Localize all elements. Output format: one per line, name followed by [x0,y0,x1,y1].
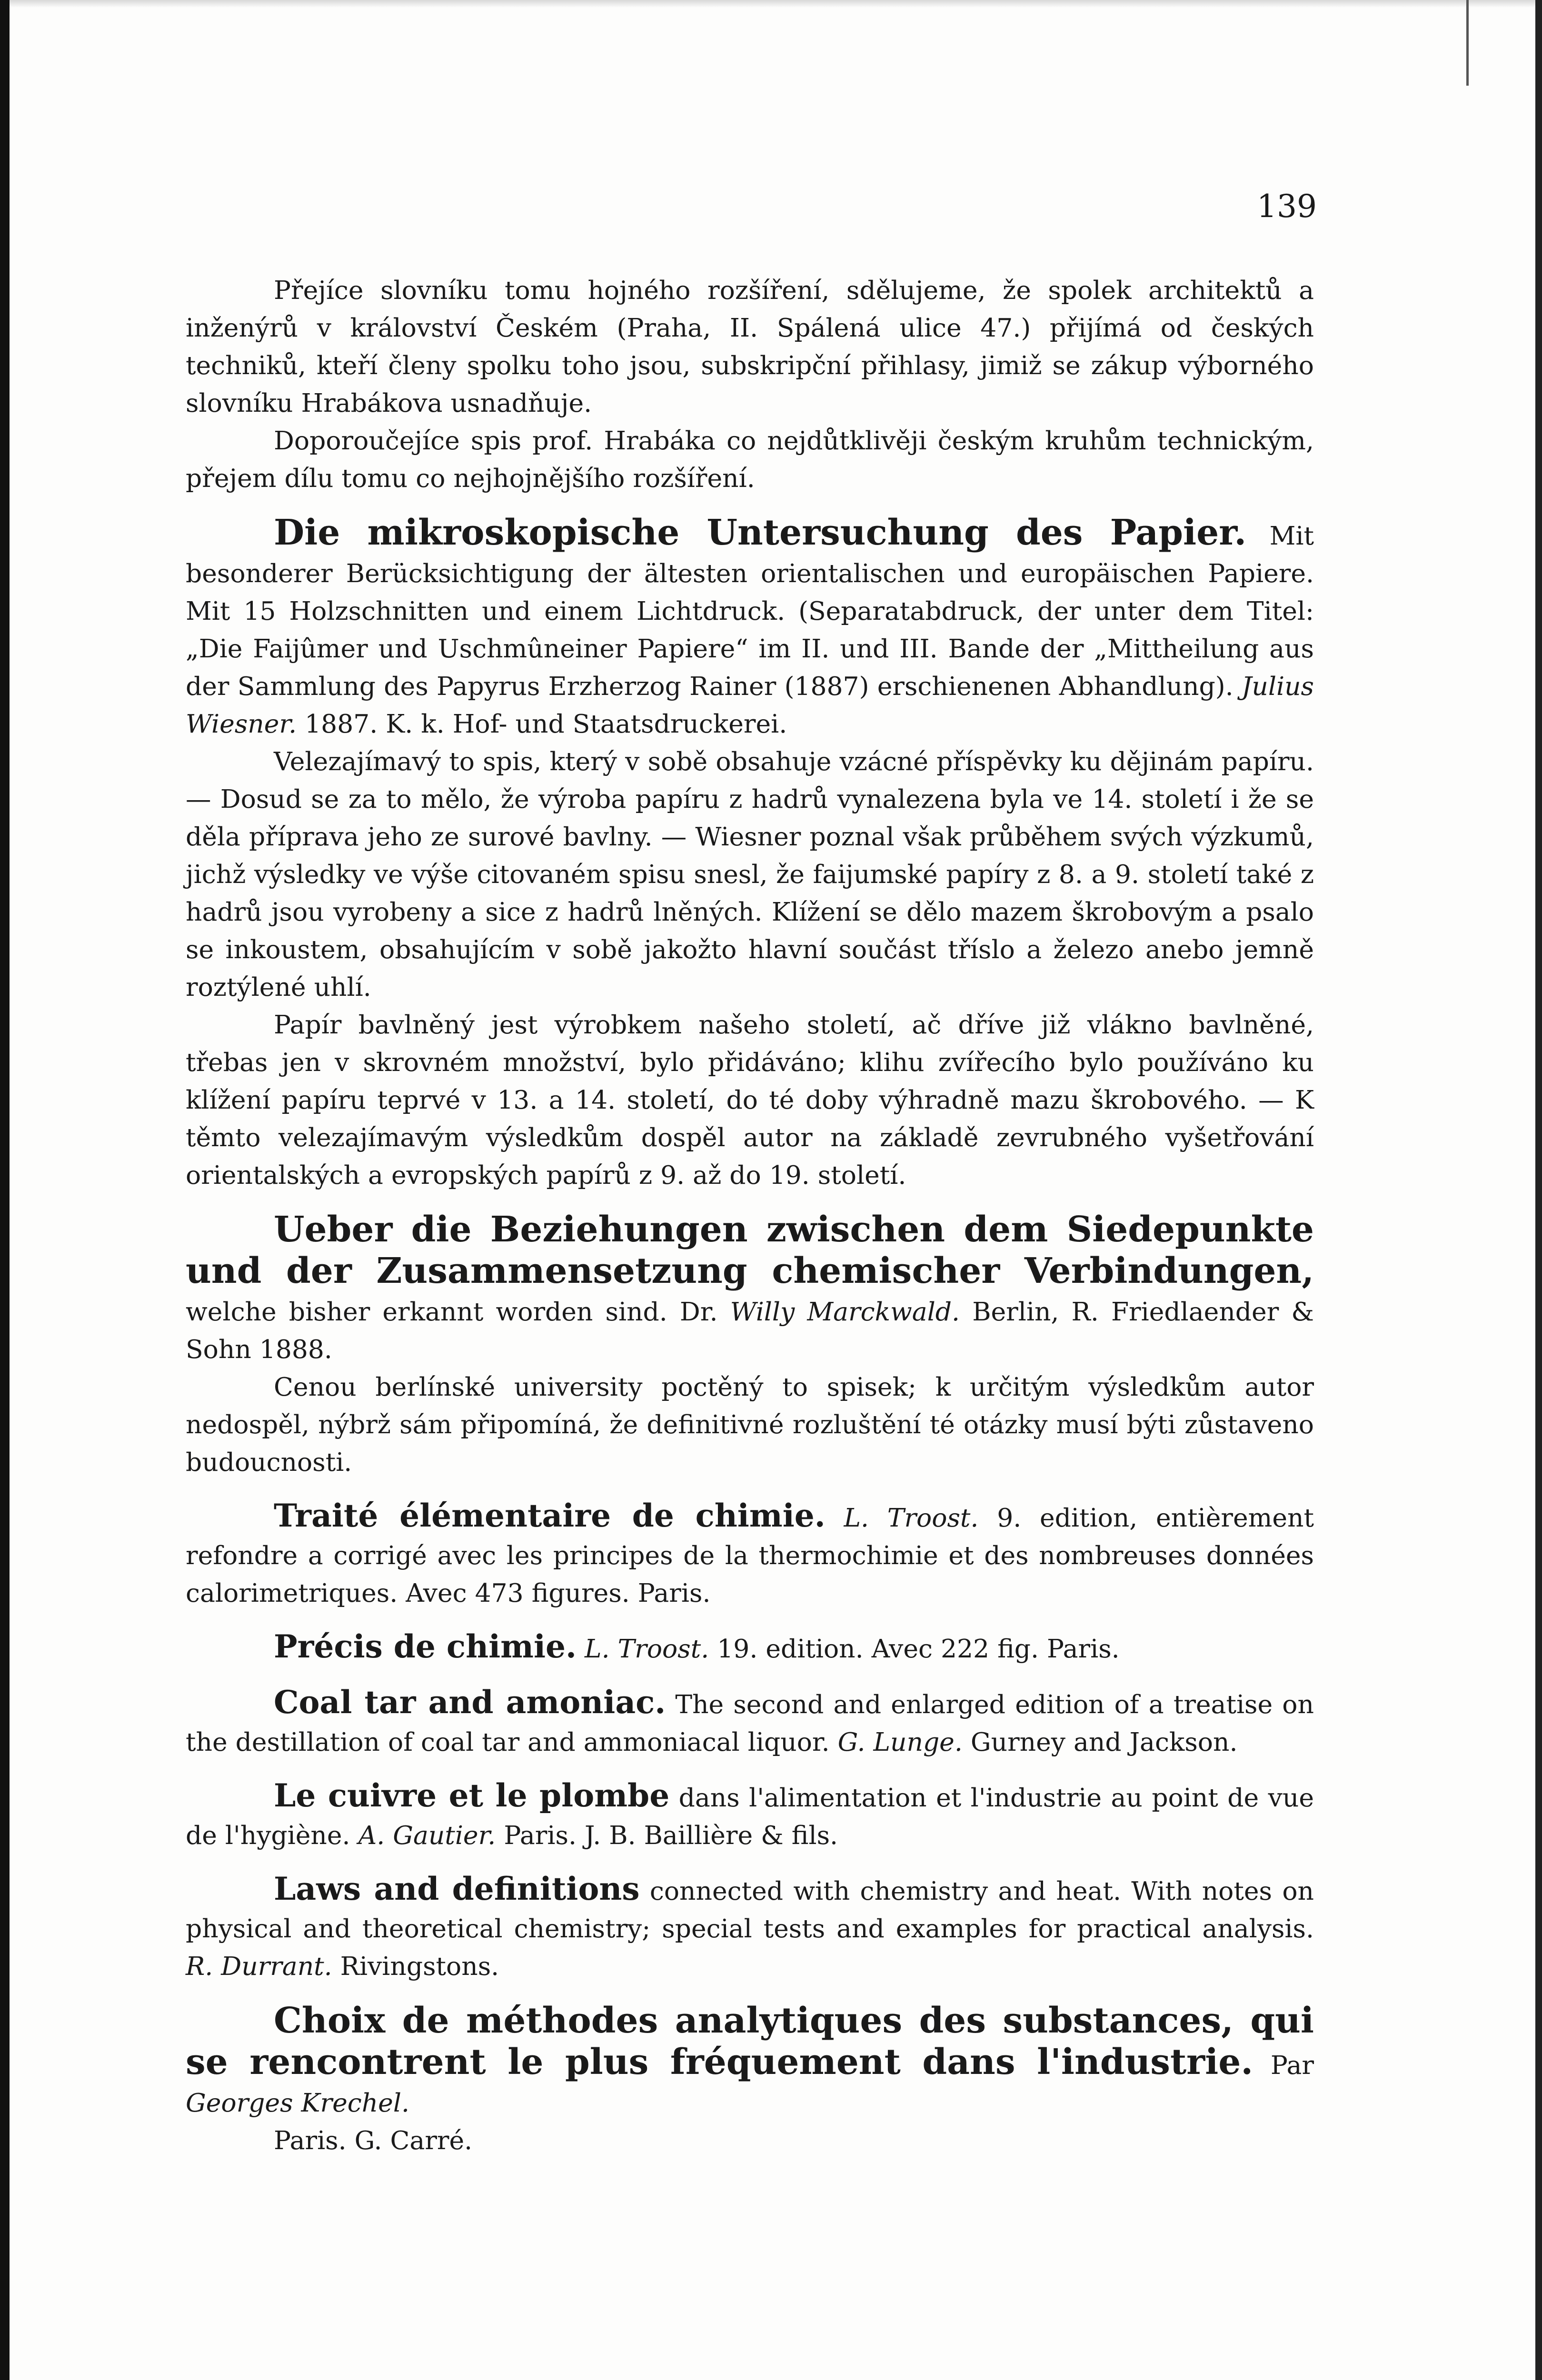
entry-traite [186,1497,1314,1612]
page-top-shadow [0,0,1542,8]
entry-author: Julius Wiesner. [186,671,1314,739]
entry-laws [186,1870,1314,1985]
entry-publisher: 1887. K. k. Hof- und Staatsdruckerei. [305,709,787,739]
entry-title: Précis de chimie. [274,1628,577,1665]
entry-title: Le cuivre et le plombe [274,1777,670,1814]
entry-publisher: 9. edition, entièrement refondre a corrigé avec les principes de la thermochimie et des nombreuses données calorimetriques. Avec 473 figures. Paris. [186,1503,1314,1608]
entry-precis [186,1628,1314,1667]
entry-cuivre [186,1777,1314,1854]
entry-title: Die mikroskopische Untersuchung des Papier. [274,512,1247,553]
page-left-edge [0,0,10,2380]
page-number: 139 [1257,188,1317,225]
entry-coal-tar [186,1684,1314,1761]
entry-description: connected with chemistry and heat. With notes on physical and theoretical chemistry; special tests and examples for practical analysis. [186,1876,1314,1944]
entry-title: Coal tar and amoniac. [274,1684,666,1721]
entry-publisher: Paris. J. B. Baillière & fils. [504,1820,838,1850]
entry-author: A. Gautier. [358,1820,496,1850]
entry-author: L. Troost. [844,1503,979,1533]
entry-wiesner [186,513,1314,1194]
entry-author: L. Troost. [585,1634,709,1664]
entry-publisher: Berlin, R. Friedlaender & Sohn 1888. [186,1297,1314,1364]
entry-review: Papír bavlněný jest výrobkem našeho století, ač dříve již vlákno bavlněné, třebas jen v skrovném množství, bylo přidáváno; klihu zvířecího bylo používáno ku klížení papíru teprvé v 13. a 14. století, do té doby výhradně mazu škrobového. — K těmto velezajímavým výsledkům dospěl autor na základě zevrubného vyšetřování orientalských a evropských papírů z 9. až do 19. století. [186,1010,1314,1190]
entry-title: Choix de méthodes analytiques des substances, qui se rencontrent le plus fréquement dans l'industrie. [186,2000,1314,2082]
entry-review: Cenou berlínské university poctěný to spisek; k určitým výsledkům autor nedospěl, nýbrž sám připomíná, že definitivné rozluštění té otázky musí býti zůstaveno budoucnosti. [186,1372,1314,1477]
entry-choix [186,2001,1314,2159]
entry-title: Laws and definitions [274,1870,640,1907]
entry-publisher: Gurney and Jackson. [970,1727,1238,1757]
page-body [186,271,1314,2159]
entry-review: Velezajímavý to spis, který v sobě obsahuje vzácné příspěvky ku dějinám papíru. — Dosud se za to mělo, že výroba papíru z hadrů vynalezena byla ve 14. století i že se děla příprava jeho ze surové bavlny. — Wiesner poznal však průběhem svých výzkumů, jichž výsledky ve výše citovaném spisu snesl, že faijumské papíry z 8. a 9. století také z hadrů jsou vyrobeny a sice z hadrů lněných. Klížení se dělo mazem škrobovým a psalo se inkoustem, obsahujícím v sobě jakožto hlavní součást tříslo a železo anebo jemně roztýlené uhlí. [186,746,1314,1002]
entry-description: The second and enlarged edition of a treatise on the destillation of coal tar and ammoniacal liquor. [186,1689,1314,1757]
entry-publisher: Paris. G. Carré. [274,2125,473,2155]
entry-description: Mit besonderer Berücksichtigung der ältesten orientalischen und europäischen Papiere. Mit 15 Holzschnitten und einem Lichtdruck. (Separatabdruck, der unter dem Titel: „Die Faijûmer und Uschmûneiner Papiere“ im II. und III. Bande der „Mittheilung aus der Sammlung des Papyrus Erzherzog Rainer (1887) erschienenen Abhandlung). [186,521,1314,701]
intro-paragraph-1: Přejíce slovníku tomu hojného rozšíření, sdělujeme, že spolek architektů a inženýrů v království Českém (Praha, II. Spálená ulice 47.) přijímá od českých techniků, kteří členy spolku toho jsou, subskripční přihlasy, jimiž se zákup výborného slovníku Hrabákova usnadňuje. [186,275,1314,418]
entry-title: Traité élémentaire de chimie. [274,1497,826,1534]
entry-title: Ueber die Beziehungen zwischen dem Siedepunkte und der Zusammensetzung chemischer Verbindungen, [186,1209,1314,1291]
entry-author: R. Durrant. [186,1951,332,1981]
entry-description: dans l'alimentation et l'industrie au point de vue de l'hygiène. [186,1783,1314,1850]
entry-description: welche bisher erkannt worden sind. Dr. [186,1297,718,1327]
entry-marckwald [186,1210,1314,1481]
entry-publisher: 19. edition. Avec 222 fig. Paris. [717,1634,1120,1664]
entry-author: G. Lunge. [837,1727,963,1757]
entry-publisher: Rivingstons. [340,1951,499,1981]
page-right-edge [1535,0,1542,2380]
entry-author: Georges Krechel. [186,2088,409,2118]
page-corner-scrap [1466,0,1535,86]
entry-description: Par [1270,2050,1314,2080]
intro-paragraph-2: Doporoučejíce spis prof. Hrabáka co nejdůtklivěji českým kruhům technickým, přejem dílu tomu co nejhojnějšího rozšíření. [186,426,1314,493]
entry-author: Willy Marckwald. [730,1297,960,1327]
